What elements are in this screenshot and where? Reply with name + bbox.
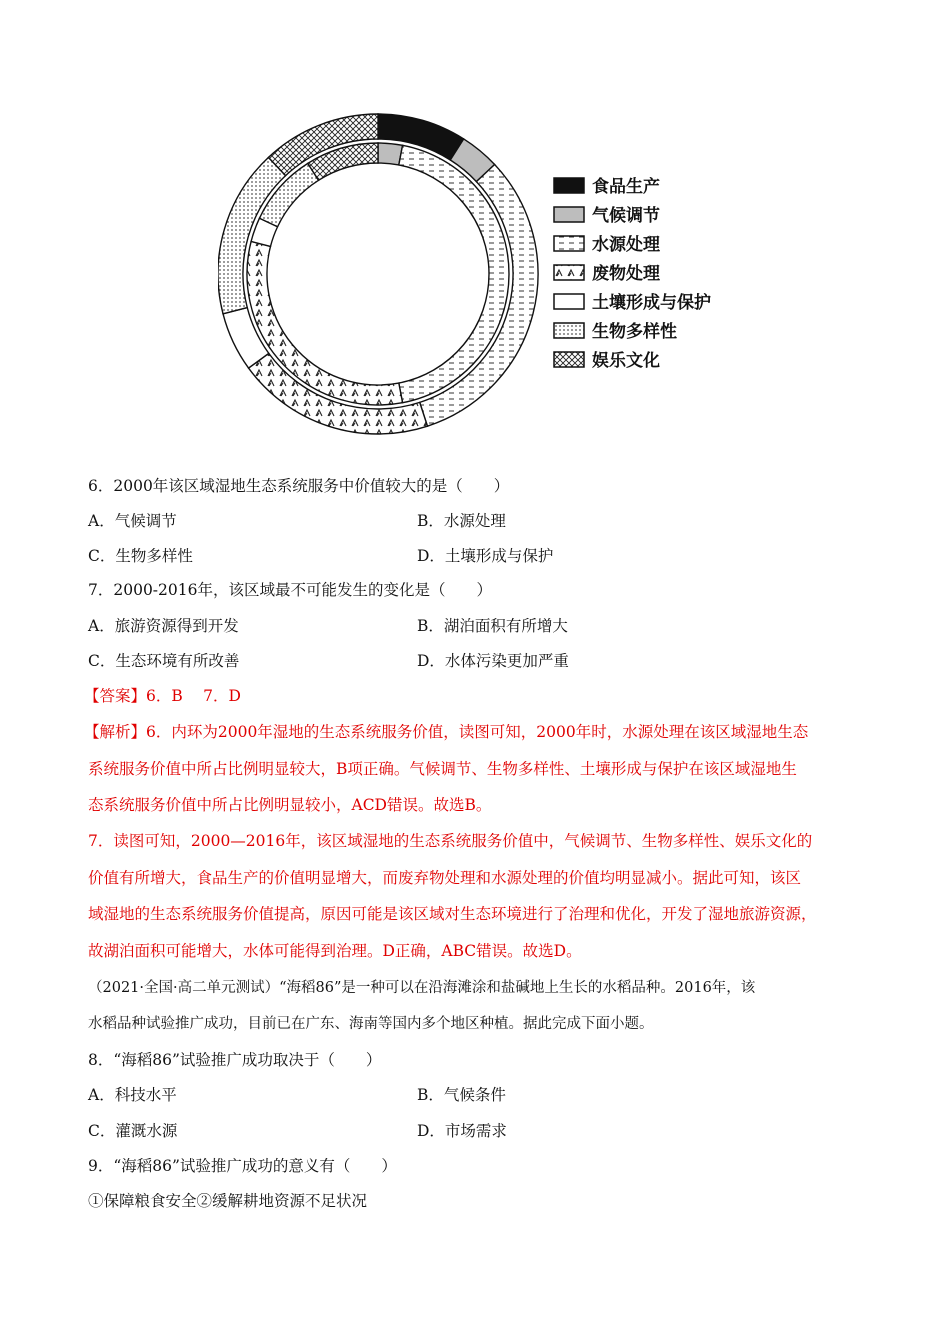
ecosystem-service-donut-figure bbox=[218, 108, 738, 444]
answer-line: 【答案】6．B 7．D bbox=[84, 687, 241, 705]
q6-option-d: D．土壤形成与保护 bbox=[417, 547, 554, 565]
legend-swatch-4 bbox=[554, 294, 584, 309]
q7-option-d: D．水体污染更加严重 bbox=[417, 652, 569, 670]
legend-label-0: 食品生产 bbox=[592, 177, 660, 197]
analysis-line-2: 系统服务价值中所占比例明显较大，B项正确。气候调节、生物多样性、土壤形成与保护在该区域湿地生 bbox=[88, 760, 797, 778]
question-7-stem: 7．2000-2016年，该区域最不可能发生的变化是（ ） bbox=[88, 581, 492, 599]
legend-label-1: 气候调节 bbox=[592, 206, 660, 226]
analysis-line-3: 态系统服务价值中所占比例明显较小，ACD错误。故选B。 bbox=[88, 796, 492, 814]
chart-legend bbox=[554, 176, 711, 371]
q7-option-a: A．旅游资源得到开发 bbox=[88, 617, 239, 635]
legend-swatch-0 bbox=[554, 178, 584, 193]
legend-swatch-2 bbox=[554, 236, 584, 251]
legend-swatch-5 bbox=[554, 323, 584, 338]
analysis-line-7: 故湖泊面积可能增大，水体可能得到治理。D正确，ABC错误。故选D。 bbox=[88, 942, 582, 960]
intro-line-1: （2021·全国·高二单元测试）“海稻86”是一种可以在沿海滩涂和盐碱地上生长的水稻品种。2016年，该 bbox=[88, 980, 756, 996]
q6-option-c: C．生物多样性 bbox=[88, 547, 193, 565]
q8-option-a: A．科技水平 bbox=[88, 1086, 177, 1104]
analysis-line-4: 7．读图可知，2000—2016年，该区域湿地的生态系统服务价值中，气候调节、生物多样性、娱乐文化的 bbox=[88, 832, 813, 850]
analysis-line-5: 价值有所增大，食品生产的价值明显增大，而废弃物处理和水源处理的价值均明显减小。据此可知，该区 bbox=[88, 869, 802, 887]
legend-label-5: 生物多样性 bbox=[592, 322, 677, 342]
legend-swatch-3 bbox=[554, 265, 584, 280]
q8-option-c: C．灌溉水源 bbox=[88, 1122, 178, 1140]
q6-option-a: A．气候调节 bbox=[88, 512, 177, 530]
q7-option-c: C．生态环境有所改善 bbox=[88, 652, 240, 670]
donut-chart bbox=[218, 108, 738, 444]
legend-label-6: 娱乐文化 bbox=[592, 351, 660, 371]
question-8-stem: 8．“海稻86”试验推广成功取决于（ ） bbox=[88, 1051, 382, 1069]
q8-option-d: D．市场需求 bbox=[417, 1122, 507, 1140]
legend-swatch-1 bbox=[554, 207, 584, 222]
question-6-stem: 6．2000年该区域湿地生态系统服务中价值较大的是（ ） bbox=[88, 477, 510, 495]
q9-options: ①保障粮食安全②缓解耕地资源不足状况 bbox=[88, 1192, 368, 1210]
analysis-line-6: 域湿地的生态系统服务价值提高，原因可能是该区域对生态环境进行了治理和优化，开发了湿地旅游资源， bbox=[88, 905, 817, 923]
q8-option-b: B．气候条件 bbox=[417, 1086, 506, 1104]
question-9-stem: 9．“海稻86”试验推广成功的意义有（ ） bbox=[88, 1157, 397, 1175]
legend-label-2: 水源处理 bbox=[592, 235, 660, 255]
q6-option-b: B．水源处理 bbox=[417, 512, 506, 530]
legend-swatch-6 bbox=[554, 352, 584, 367]
analysis-line-1: 【解析】6．内环为2000年湿地的生态系统服务价值，读图可知，2000年时，水源处理在该区域湿地生态 bbox=[84, 723, 809, 741]
legend-label-3: 废物处理 bbox=[592, 264, 660, 284]
intro-line-2: 水稻品种试验推广成功，目前已在广东、海南等国内多个地区种植。据此完成下面小题。 bbox=[88, 1016, 654, 1032]
q7-option-b: B．湖泊面积有所增大 bbox=[417, 617, 568, 635]
legend-label-4: 土壤形成与保护 bbox=[592, 293, 711, 313]
